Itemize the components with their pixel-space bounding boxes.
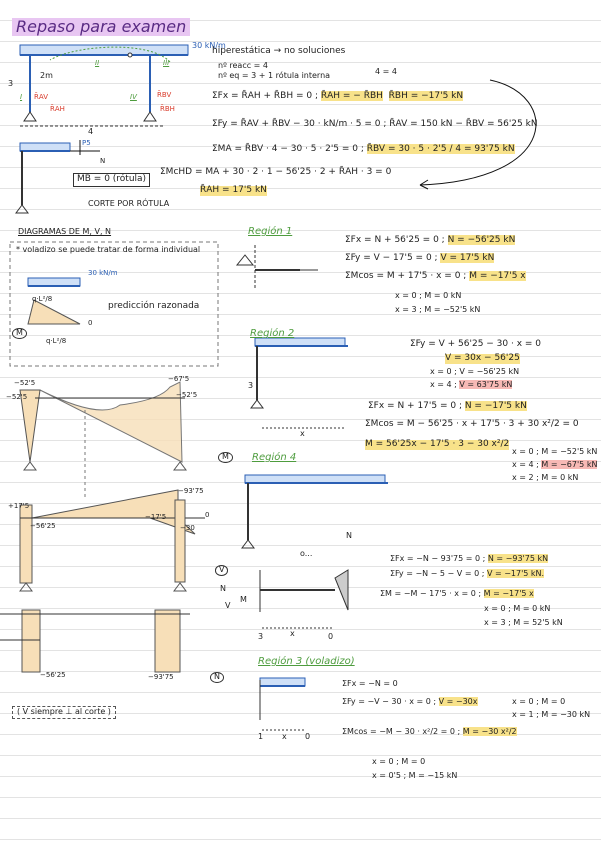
rv-circle: V — [215, 565, 228, 576]
dim-4: 4 — [88, 127, 94, 136]
cut-p5: P5 — [82, 139, 91, 147]
dim-2m: 2m — [40, 71, 53, 80]
label-rav: R̄AV — [34, 93, 48, 101]
v-label-6: 0 — [205, 511, 210, 519]
cut-n: N — [100, 157, 106, 165]
r2-eq2: ΣFx = N + 17'5 = 0 ; N = −17'5 kN — [368, 401, 527, 411]
diag-q2: q·L²/8 — [46, 337, 67, 345]
r1-c1: x = 0 ; M = 0 kN — [395, 291, 462, 300]
region-IV: IV — [130, 93, 137, 101]
bottom-note: ( V siempre ⊥ al corte ) — [12, 706, 116, 719]
r2-dim3: 3 — [248, 381, 254, 390]
v-label-4: −93'75 — [178, 487, 204, 495]
region4-sketch — [242, 475, 388, 548]
v-diagram — [20, 487, 205, 591]
r3-eq2: ΣFy = −V − 30 · x = 0 ; V = −30x — [342, 697, 478, 706]
r4-c1: x = 0 ; M = 0 kN — [484, 604, 551, 613]
r3-c4: x = 0'5 ; M = −15 kN — [372, 771, 458, 780]
r3-title: Región 3 (voladizo) — [258, 656, 355, 667]
r2-c1: x = 0 ; V = −56'25 kN — [430, 367, 520, 376]
diag-note: * voladizo se puede tratar de forma individual — [16, 245, 201, 254]
r2-eq4: M = 56'25x − 17'5 · 3 − 30 x²/2 — [365, 439, 510, 449]
frame-load: 30 kN/m — [192, 41, 226, 50]
r1-eq3: ΣMcos = M + 17'5 · x = 0 ; M = −17'5 x — [345, 271, 526, 281]
m-label-1: −52'5 — [14, 379, 36, 387]
r4-dots: o... — [300, 549, 313, 558]
eq-ma: ΣMA = R̄BV · 4 − 30 · 5 · 2'5 = 0 ; R̄BV = 30 · 5 · 2'5 / 4 = 93'75 kN — [212, 144, 515, 154]
r2-c5: x = 2 ; M = 0 kN — [512, 473, 579, 482]
label-rbh: R̄BH — [160, 105, 175, 113]
rv-v: V — [225, 601, 231, 610]
r2-c3: x = 0 ; M = −52'5 kN — [512, 447, 598, 456]
r4-eq2: ΣFy = −N − 5 − V = 0 ; V = −17'5 kN. — [390, 569, 545, 578]
diag-o: 0 — [88, 319, 93, 327]
m-diagram-top — [20, 382, 186, 500]
r3-c2: x = 1 ; M = −30 kN — [512, 710, 591, 719]
r3-eq3: ΣMcos = −M − 30 · x²/2 = 0 ; M = −30 x²/2 — [342, 727, 517, 736]
label-rbv: R̄BV — [157, 91, 172, 99]
label-rah: R̄AH — [50, 105, 65, 113]
diag-m-circle: M — [12, 328, 27, 339]
r4-eq1: ΣFx = −N − 93'75 = 0 ; N = −93'75 kN — [390, 554, 549, 563]
r1-c2: x = 3 ; M = −52'5 kN — [395, 305, 481, 314]
r1-eq2: ΣFy = V − 17'5 = 0 ; V = 17'5 kN — [345, 253, 495, 263]
r2-c4: x = 4 ; M = −67'5 kN — [512, 460, 598, 469]
rv-dimx: x — [290, 629, 295, 638]
page-title: Repaso para examen — [12, 18, 190, 36]
frame-neq: nº eq = 3 + 1 rótula interna — [218, 71, 331, 80]
eq-mchd: ΣMcHD = MA + 30 · 2 · 1 − 56'25 · 2 + R̄AH · 3 = 0 — [160, 167, 392, 177]
r4-n: N — [346, 531, 352, 540]
n-label-1: −56'25 — [40, 671, 66, 679]
rv-m: M — [240, 595, 247, 604]
r2-dimx: x — [300, 429, 305, 438]
r3-n-circle: N — [210, 672, 224, 683]
rv-d3: 3 — [258, 632, 264, 641]
frame-hip: hiperestática → no soluciones — [212, 46, 346, 56]
rv-d0: 0 — [328, 632, 334, 641]
r2-title: Región 2 — [250, 328, 295, 339]
region-II: II — [95, 59, 100, 67]
region2-sketch — [251, 338, 348, 428]
eq-fx: ΣFx = R̄AH + R̄BH = 0 ; R̄AH = − R̄BH R̄BH = −17'5 kN — [212, 91, 464, 101]
r2-eq1b: V = 30x − 56'25 — [445, 353, 520, 363]
region1-sketch — [237, 245, 318, 290]
r3-eq1: ΣFx = −N = 0 — [342, 679, 398, 688]
n-label-2: −93'75 — [148, 673, 174, 681]
r3-c3: x = 0 ; M = 0 — [372, 757, 426, 766]
r3-d1: 1 — [258, 732, 264, 741]
cut-note: CORTE POR RÓTULA — [88, 199, 170, 208]
frame-nreacc: nº reacc = 4 — [218, 61, 268, 70]
r4-eq3: ΣM = −M − 17'5 · x = 0 ; M = −17'5 x — [380, 589, 534, 598]
m-label-2: −52'5 — [6, 393, 28, 401]
diag-heading: DIAGRAMAS DE M, V, N — [18, 227, 112, 236]
v-label-1: +17'5 — [8, 502, 30, 510]
r2-c2: x = 4 ; V = 63'75 kN — [430, 380, 513, 389]
frame-eq44: 4 = 4 — [375, 67, 397, 76]
v-label-5: −30 — [180, 524, 195, 532]
r3-dimx: x — [282, 732, 287, 741]
cut-mb: MB = 0 (rótula) — [73, 173, 150, 187]
regionV-sketch — [260, 570, 348, 628]
diag-load: 30 kN/m — [88, 269, 118, 277]
rv-n: N — [220, 584, 226, 593]
eq-rah: R̄AH = 17'5 kN — [200, 185, 267, 195]
r1-eq1: ΣFx = N + 56'25 = 0 ; N = −56'25 kN — [345, 235, 516, 245]
r2-eq1: ΣFy = V + 56'25 − 30 · x = 0 — [410, 339, 542, 349]
v-label-3: −17'5 — [145, 513, 167, 521]
r4-title: Región 4 — [252, 452, 297, 463]
r4-c2: x = 3 ; M = 52'5 kN — [484, 618, 563, 627]
diag-q1: q·L²/8 — [32, 295, 53, 303]
dim-3: 3 — [8, 79, 14, 88]
region-I: I — [20, 93, 23, 101]
n-diagram — [0, 610, 190, 672]
diag-pred: predicción razonada — [108, 301, 200, 311]
r3-d0: 0 — [305, 732, 311, 741]
region-III: III — [163, 59, 170, 67]
r4-m-circle: M — [218, 452, 233, 463]
eq-fy: ΣFy = R̄AV + R̄BV − 30 · kN/m · 5 = 0 ; R̄AV = 150 kN − R̄BV = 56'25 kN — [212, 119, 538, 129]
r1-title: Región 1 — [248, 226, 293, 237]
r3-c1: x = 0 ; M = 0 — [512, 697, 566, 706]
v-label-2: −56'25 — [30, 522, 56, 530]
m-label-4: −52'5 — [176, 391, 198, 399]
m-label-3: −67'5 — [168, 375, 190, 383]
r2-eq3: ΣMcos = M − 56'25 · x + 17'5 · 3 + 30 x²/2 = 0 — [365, 419, 579, 429]
region3-sketch — [260, 678, 305, 730]
